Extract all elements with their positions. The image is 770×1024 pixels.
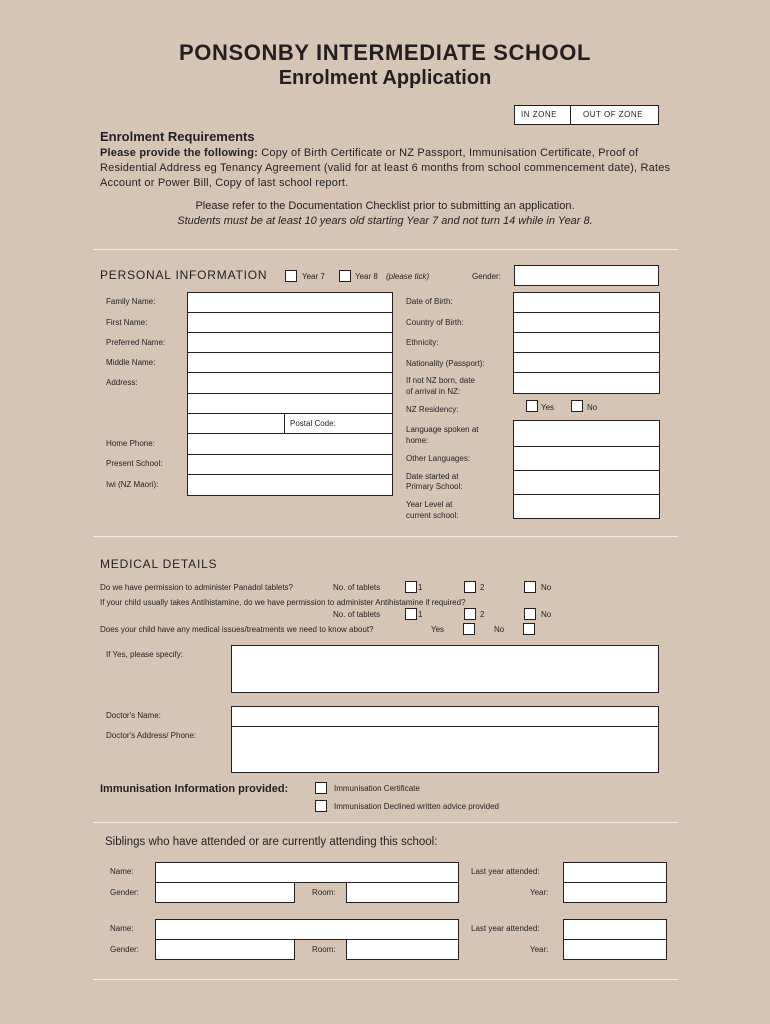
panadol-1-label: 1 xyxy=(418,583,423,592)
arrival-label-line2: of arrival in NZ: xyxy=(406,387,461,396)
address-label: Address: xyxy=(106,378,138,387)
out-of-zone-option[interactable]: OUT OF ZONE xyxy=(583,110,644,119)
other-languages-label: Other Languages: xyxy=(406,454,471,463)
medical-issues-question: Does your child have any medical issues/treatments we need to know about? xyxy=(100,625,374,634)
form-title: Enrolment Application xyxy=(278,67,492,89)
sibling1-last-year-label: Last year attended: xyxy=(471,867,540,876)
first-name-field[interactable] xyxy=(187,312,393,333)
antihistamine-2-label: 2 xyxy=(480,610,485,619)
dob-label: Date of Birth: xyxy=(406,297,453,306)
sibling1-name-label: Name: xyxy=(110,867,134,876)
doctor-name-field[interactable] xyxy=(231,706,659,727)
address-field-line3[interactable] xyxy=(187,413,285,434)
panadol-2-checkbox[interactable] xyxy=(464,581,476,593)
home-phone-label: Home Phone: xyxy=(106,439,155,448)
requirements-list: Copy of Birth Certificate or NZ Passport, Immunisation Certificate, Proof of Residential Address eg Tenancy Agreement (valid for at least 6 months from school commencement date), Rates Account or Power Bill, Copy of last school report. xyxy=(100,147,671,189)
postal-code-label: Postal Code: xyxy=(290,419,336,428)
sibling2-room-field[interactable] xyxy=(346,939,459,960)
sibling1-room-field[interactable] xyxy=(346,882,459,903)
panadol-2-label: 2 xyxy=(480,583,485,592)
antihistamine-tablets-label: No. of tablets xyxy=(333,610,381,619)
middle-name-field[interactable] xyxy=(187,352,393,373)
antihistamine-1-checkbox[interactable] xyxy=(405,608,417,620)
in-zone-option[interactable]: IN ZONE xyxy=(521,110,557,119)
sibling1-year-label: Year: xyxy=(530,888,549,897)
date-started-label-line1: Date started at xyxy=(406,472,459,481)
arrival-date-field[interactable] xyxy=(513,372,660,394)
sibling2-last-year-label: Last year attended: xyxy=(471,924,540,933)
sibling2-name-label: Name: xyxy=(110,924,134,933)
checklist-note: Please refer to the Documentation Checklist prior to submitting an application. xyxy=(195,200,575,212)
sibling2-room-label: Room: xyxy=(312,945,336,954)
sibling2-name-field[interactable] xyxy=(155,919,459,940)
residency-no-checkbox[interactable] xyxy=(571,400,583,412)
iwi-label: Iwi (NZ Maori): xyxy=(106,480,159,489)
sibling1-room-label: Room: xyxy=(312,888,336,897)
year8-label: Year 8 xyxy=(355,272,378,281)
residency-yes-checkbox[interactable] xyxy=(526,400,538,412)
antihistamine-no-checkbox[interactable] xyxy=(524,608,536,620)
sibling2-gender-label: Gender: xyxy=(110,945,139,954)
ethnicity-field[interactable] xyxy=(513,332,660,353)
ethnicity-label: Ethnicity: xyxy=(406,338,439,347)
sibling1-name-field[interactable] xyxy=(155,862,459,883)
year7-checkbox[interactable] xyxy=(285,270,297,282)
address-field-line2[interactable] xyxy=(187,393,393,414)
nationality-label: Nationality (Passport): xyxy=(406,359,485,368)
medical-no-checkbox[interactable] xyxy=(523,623,535,635)
sibling2-gender-field[interactable] xyxy=(155,939,295,960)
immunisation-declined-label: Immunisation Declined written advice provided xyxy=(334,802,499,811)
country-of-birth-label: Country of Birth: xyxy=(406,318,464,327)
year-level-label-line2: current school: xyxy=(406,511,459,520)
panadol-no-label: No xyxy=(541,583,552,592)
doctor-name-label: Doctor's Name: xyxy=(106,711,161,720)
divider xyxy=(93,979,678,980)
immunisation-declined-checkbox[interactable] xyxy=(315,800,327,812)
immunisation-certificate-checkbox[interactable] xyxy=(315,782,327,794)
family-name-label: Family Name: xyxy=(106,297,156,306)
sibling1-last-year-field[interactable] xyxy=(563,862,667,883)
gender-label: Gender: xyxy=(472,272,501,281)
country-of-birth-field[interactable] xyxy=(513,312,660,333)
middle-name-label: Middle Name: xyxy=(106,358,156,367)
preferred-name-field[interactable] xyxy=(187,332,393,353)
dob-field[interactable] xyxy=(513,292,660,313)
date-started-field[interactable] xyxy=(513,470,660,495)
please-tick-note: (please tick) xyxy=(386,272,430,281)
sibling2-last-year-field[interactable] xyxy=(563,919,667,940)
school-name: PONSONBY INTERMEDIATE SCHOOL xyxy=(178,40,591,65)
panadol-tablets-label: No. of tablets xyxy=(333,583,381,592)
panadol-1-checkbox[interactable] xyxy=(405,581,417,593)
immunisation-certificate-label: Immunisation Certificate xyxy=(334,784,420,793)
home-phone-field[interactable] xyxy=(187,433,393,455)
antihistamine-2-checkbox[interactable] xyxy=(464,608,476,620)
sibling2-year-label: Year: xyxy=(530,945,549,954)
language-label-line2: home: xyxy=(406,436,429,445)
medical-yes-checkbox[interactable] xyxy=(463,623,475,635)
doctor-address-label: Doctor's Address/ Phone: xyxy=(106,731,197,740)
antihistamine-1-label: 1 xyxy=(418,610,423,619)
sibling1-gender-field[interactable] xyxy=(155,882,295,903)
language-field[interactable] xyxy=(513,420,660,447)
specify-field[interactable] xyxy=(231,645,659,693)
year8-checkbox[interactable] xyxy=(339,270,351,282)
sibling1-gender-label: Gender: xyxy=(110,888,139,897)
panadol-no-checkbox[interactable] xyxy=(524,581,536,593)
preferred-name-label: Preferred Name: xyxy=(106,338,166,347)
medical-yes-label: Yes xyxy=(431,625,445,634)
requirements-heading: Enrolment Requirements xyxy=(100,129,255,144)
sibling2-year-field[interactable] xyxy=(563,939,667,960)
year-level-label-line1: Year Level at xyxy=(406,500,453,509)
requirements-lead: Please provide the following: xyxy=(100,147,258,159)
medical-no-label: No xyxy=(494,625,505,634)
residency-no-label: No xyxy=(587,403,598,412)
requirements-text xyxy=(100,146,680,191)
family-name-field[interactable] xyxy=(187,292,393,313)
divider xyxy=(93,822,678,823)
year7-label: Year 7 xyxy=(302,272,325,281)
divider xyxy=(93,249,678,250)
residency-label: NZ Residency: xyxy=(406,405,459,414)
other-languages-field[interactable] xyxy=(513,446,660,471)
residency-yes-label: Yes xyxy=(541,403,555,412)
personal-info-heading: PERSONAL INFORMATION xyxy=(100,268,268,282)
year-level-field[interactable] xyxy=(513,494,660,519)
present-school-field[interactable] xyxy=(187,454,393,475)
doctor-address-field[interactable] xyxy=(231,726,659,773)
gender-field[interactable] xyxy=(514,265,659,286)
panadol-question: Do we have permission to administer Panadol tablets? xyxy=(100,583,293,592)
specify-label: If Yes, please specify: xyxy=(106,650,183,659)
sibling1-year-field[interactable] xyxy=(563,882,667,903)
immunisation-label: Immunisation Information provided: xyxy=(100,783,289,795)
first-name-label: First Name: xyxy=(106,318,148,327)
address-field-line1[interactable] xyxy=(187,372,393,394)
date-started-label-line2: Primary School: xyxy=(406,482,463,491)
siblings-heading: Siblings who have attended or are currently attending this school: xyxy=(105,836,438,848)
age-note: Students must be at least 10 years old starting Year 7 and not turn 14 while in Year 8. xyxy=(177,215,593,227)
arrival-label-line1: If not NZ born, date xyxy=(406,376,475,385)
present-school-label: Present School: xyxy=(106,459,163,468)
antihistamine-no-label: No xyxy=(541,610,552,619)
medical-heading: MEDICAL DETAILS xyxy=(100,557,218,571)
zone-divider xyxy=(570,105,571,125)
language-label-line1: Language spoken at xyxy=(406,425,479,434)
divider xyxy=(93,536,678,537)
antihistamine-question: If your child usually takes Antihistamine, do we have permission to administer Antihistamine if required? xyxy=(100,598,466,607)
iwi-field[interactable] xyxy=(187,474,393,496)
nationality-field[interactable] xyxy=(513,352,660,373)
